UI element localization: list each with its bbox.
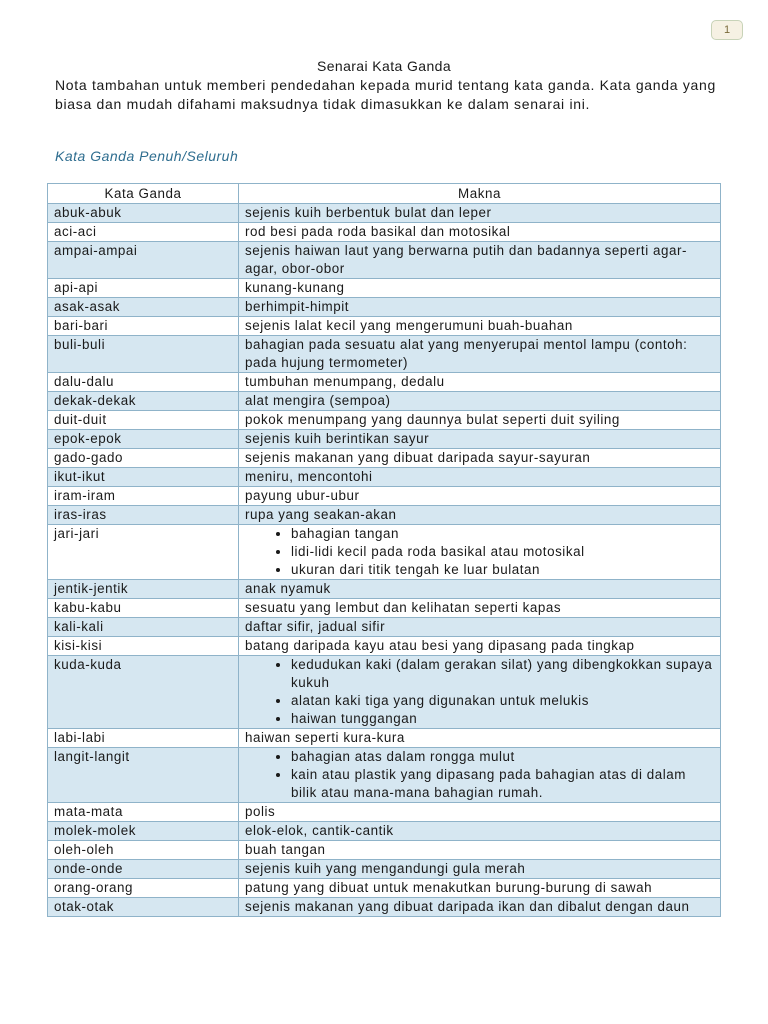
makna-cell <box>239 656 721 729</box>
meaning-list <box>245 748 714 802</box>
meaning-list-item: • ukuran dari titik tengah ke luar bulatan <box>291 561 714 579</box>
makna-cell: pokok menumpang yang daunnya bulat seperti duit syiling <box>239 411 721 430</box>
makna-cell: rod besi pada roda basikal dan motosikal <box>239 223 721 242</box>
table-row <box>48 430 721 449</box>
kata-ganda-cell: duit-duit <box>48 411 239 430</box>
table-row <box>48 317 721 336</box>
kata-ganda-cell: ikut-ikut <box>48 468 239 487</box>
table-row <box>48 525 721 580</box>
table-row <box>48 860 721 879</box>
table-row <box>48 468 721 487</box>
makna-cell: payung ubur-ubur <box>239 487 721 506</box>
table-row <box>48 656 721 729</box>
kata-ganda-cell: kuda-kuda <box>48 656 239 729</box>
makna-cell <box>239 525 721 580</box>
table-row <box>48 580 721 599</box>
table-row <box>48 506 721 525</box>
section-heading: Kata Ganda Penuh/Seluruh <box>55 148 239 164</box>
kata-ganda-cell: iras-iras <box>48 506 239 525</box>
table-row <box>48 803 721 822</box>
makna-cell: kunang-kunang <box>239 279 721 298</box>
table-row <box>48 637 721 656</box>
table-row <box>48 898 721 917</box>
makna-cell: sejenis kuih berbentuk bulat dan leper <box>239 204 721 223</box>
table-row <box>48 204 721 223</box>
kata-ganda-cell: gado-gado <box>48 449 239 468</box>
table-row <box>48 822 721 841</box>
table-row <box>48 411 721 430</box>
kata-ganda-cell: ampai-ampai <box>48 242 239 279</box>
kata-ganda-cell: dalu-dalu <box>48 373 239 392</box>
makna-cell: sejenis lalat kecil yang mengerumuni buah-buahan <box>239 317 721 336</box>
table-row <box>48 336 721 373</box>
table-row <box>48 392 721 411</box>
kata-ganda-cell: api-api <box>48 279 239 298</box>
kata-ganda-cell: kabu-kabu <box>48 599 239 618</box>
makna-cell <box>239 748 721 803</box>
intro-note: Nota tambahan untuk memberi pendedahan kepada murid tentang kata ganda. Kata ganda yang biasa dan mudah difahami maksudnya tidak dimasukkan ke dalam senarai ini. <box>55 77 716 112</box>
kata-ganda-cell: langit-langit <box>48 748 239 803</box>
makna-cell: meniru, mencontohi <box>239 468 721 487</box>
kata-ganda-cell: mata-mata <box>48 803 239 822</box>
page-title: Senarai Kata Ganda <box>316 58 452 74</box>
header-makna: Makna <box>239 184 721 204</box>
makna-cell: alat mengira (sempoa) <box>239 392 721 411</box>
meaning-list-item: • haiwan tunggangan <box>291 710 714 728</box>
table-row <box>48 748 721 803</box>
kata-ganda-cell: iram-iram <box>48 487 239 506</box>
makna-cell: haiwan seperti kura-kura <box>239 729 721 748</box>
kata-ganda-cell: epok-epok <box>48 430 239 449</box>
header-kata-ganda: Kata Ganda <box>48 184 239 204</box>
kata-ganda-cell: oleh-oleh <box>48 841 239 860</box>
kata-ganda-cell: kisi-kisi <box>48 637 239 656</box>
makna-cell: buah tangan <box>239 841 721 860</box>
makna-cell: elok-elok, cantik-cantik <box>239 822 721 841</box>
makna-cell: sejenis kuih berintikan sayur <box>239 430 721 449</box>
table-row <box>48 373 721 392</box>
table-row <box>48 618 721 637</box>
kata-ganda-cell: dekak-dekak <box>48 392 239 411</box>
makna-cell: daftar sifir, jadual sifir <box>239 618 721 637</box>
meaning-list-item: • bahagian tangan <box>291 525 714 543</box>
meaning-list-item: • bahagian atas dalam rongga mulut <box>291 748 714 766</box>
kata-ganda-table <box>47 183 721 917</box>
table-body <box>48 204 721 917</box>
table-row <box>48 487 721 506</box>
table-row <box>48 841 721 860</box>
makna-cell: patung yang dibuat untuk menakutkan burung-burung di sawah <box>239 879 721 898</box>
table-row <box>48 298 721 317</box>
table-row <box>48 223 721 242</box>
meaning-list-item: • alatan kaki tiga yang digunakan untuk melukis <box>291 692 714 710</box>
table-row <box>48 242 721 279</box>
table-row <box>48 599 721 618</box>
kata-ganda-cell: aci-aci <box>48 223 239 242</box>
table-row <box>48 279 721 298</box>
meaning-list <box>245 656 714 728</box>
kata-ganda-cell: labi-labi <box>48 729 239 748</box>
kata-ganda-cell: kali-kali <box>48 618 239 637</box>
kata-ganda-cell: otak-otak <box>48 898 239 917</box>
meaning-list-item: • lidi-lidi kecil pada roda basikal atau motosikal <box>291 543 714 561</box>
makna-cell: sejenis kuih yang mengandungi gula merah <box>239 860 721 879</box>
makna-cell: bahagian pada sesuatu alat yang menyerupai mentol lampu (contoh: pada hujung termometer) <box>239 336 721 373</box>
makna-cell: tumbuhan menumpang, dedalu <box>239 373 721 392</box>
meaning-list-item: • kain atau plastik yang dipasang pada bahagian atas di dalam bilik atau mana-mana bahagian rumah. <box>291 766 714 802</box>
kata-ganda-cell: onde-onde <box>48 860 239 879</box>
kata-ganda-cell: abuk-abuk <box>48 204 239 223</box>
makna-cell: batang daripada kayu atau besi yang dipasang pada tingkap <box>239 637 721 656</box>
table-row <box>48 729 721 748</box>
page-number-badge: 1 <box>711 20 743 40</box>
makna-cell: sejenis makanan yang dibuat daripada ikan dan dibalut dengan daun <box>239 898 721 917</box>
makna-cell: rupa yang seakan-akan <box>239 506 721 525</box>
makna-cell: sejenis haiwan laut yang berwarna putih dan badannya seperti agar-agar, obor-obor <box>239 242 721 279</box>
table-header-row <box>48 184 721 204</box>
meaning-list <box>245 525 714 579</box>
kata-ganda-cell: orang-orang <box>48 879 239 898</box>
table-row <box>48 449 721 468</box>
makna-cell: sesuatu yang lembut dan kelihatan seperti kapas <box>239 599 721 618</box>
kata-ganda-cell: jari-jari <box>48 525 239 580</box>
kata-ganda-cell: jentik-jentik <box>48 580 239 599</box>
meaning-list-item: • kedudukan kaki (dalam gerakan silat) yang dibengkokkan supaya kukuh <box>291 656 714 692</box>
kata-ganda-cell: bari-bari <box>48 317 239 336</box>
table-row <box>48 879 721 898</box>
makna-cell: sejenis makanan yang dibuat daripada sayur-sayuran <box>239 449 721 468</box>
kata-ganda-cell: buli-buli <box>48 336 239 373</box>
kata-ganda-cell: molek-molek <box>48 822 239 841</box>
makna-cell: polis <box>239 803 721 822</box>
makna-cell: berhimpit-himpit <box>239 298 721 317</box>
makna-cell: anak nyamuk <box>239 580 721 599</box>
kata-ganda-cell: asak-asak <box>48 298 239 317</box>
